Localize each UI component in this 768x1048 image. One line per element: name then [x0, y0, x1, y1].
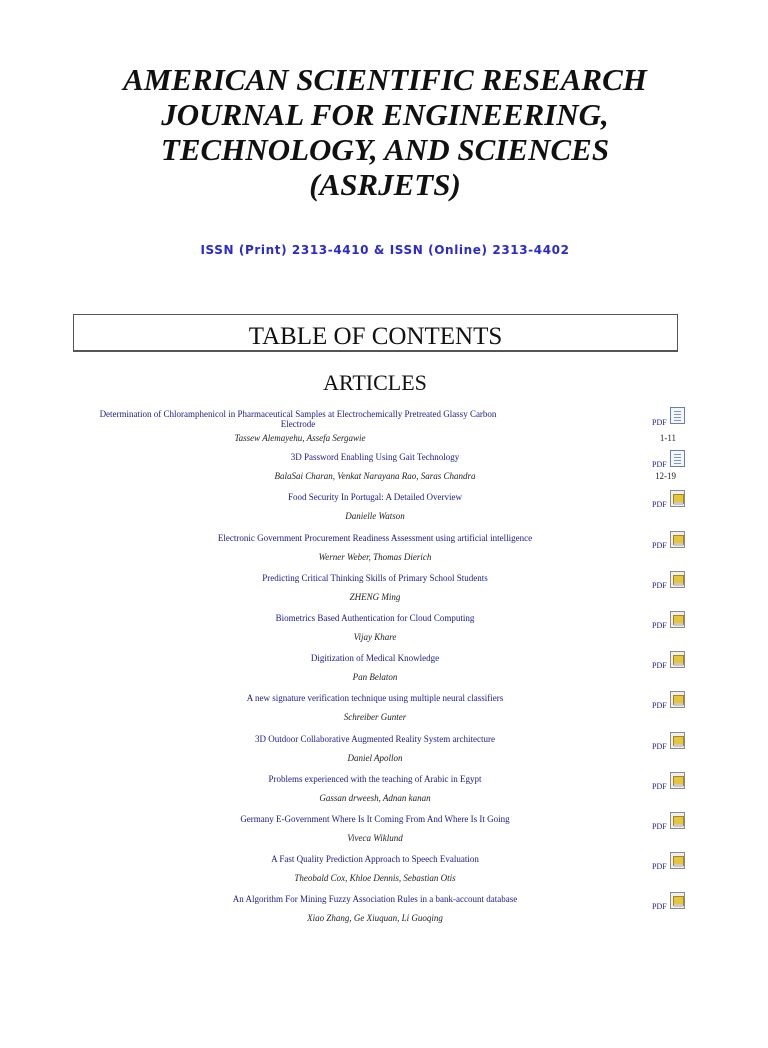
- article-title[interactable]: Problems experienced with the teaching of Arabic in Egypt: [268, 774, 482, 784]
- article-title[interactable]: Food Security In Portugal: A Detailed Overview: [288, 492, 462, 502]
- folder-icon[interactable]: [670, 611, 685, 628]
- article-entry: [90, 651, 690, 691]
- article-entry: [90, 812, 690, 852]
- article-title[interactable]: 3D Outdoor Collaborative Augmented Reality System architecture: [255, 734, 495, 744]
- article-authors: Pan Belaton: [352, 672, 398, 682]
- articles-heading: ARTICLES: [323, 370, 427, 395]
- article-title[interactable]: Biometrics Based Authentication for Cloud Computing: [275, 613, 475, 623]
- folder-icon[interactable]: [670, 531, 685, 548]
- article-entry: [90, 732, 690, 772]
- article-title[interactable]: An Algorithm For Mining Fuzzy Association Rules in a bank-account database: [232, 894, 518, 904]
- article-title[interactable]: A Fast Quality Prediction Approach to Speech Evaluation: [271, 854, 479, 864]
- article-title[interactable]: Digitization of Medical Knowledge: [310, 653, 440, 663]
- article-entry: [90, 407, 690, 447]
- folder-icon[interactable]: [670, 812, 685, 829]
- document-icon[interactable]: [670, 407, 685, 424]
- article-authors: Vijay Khare: [353, 632, 397, 642]
- article-authors: Daniel Apollon: [347, 753, 403, 763]
- article-authors: Werner Weber, Thomas Dierich: [318, 552, 432, 562]
- pdf-link[interactable]: PDF: [652, 902, 667, 911]
- pdf-link[interactable]: PDF: [652, 661, 667, 670]
- article-authors: Danielle Watson: [345, 511, 405, 521]
- article-entry: [90, 852, 690, 892]
- article-authors: ZHENG Ming: [349, 592, 401, 602]
- article-authors: Schreiber Gunter: [343, 712, 407, 722]
- folder-icon[interactable]: [670, 852, 685, 869]
- folder-icon[interactable]: [670, 772, 685, 789]
- pdf-link[interactable]: PDF: [652, 862, 667, 871]
- page-range: 12-19: [655, 471, 676, 481]
- article-authors: Xiao Zhang, Ge Xiuquan, Li Guoqing: [307, 913, 443, 923]
- article-entry: [90, 490, 690, 530]
- folder-icon[interactable]: [670, 490, 685, 507]
- journal-title: AMERICAN SCIENTIFIC RESEARCH JOURNAL FOR ENGINEERING, TECHNOLOGY, AND SCIENCES (ASRJETS): [123, 62, 647, 202]
- pdf-link[interactable]: PDF: [652, 541, 667, 550]
- article-title[interactable]: Predicting Critical Thinking Skills of Primary School Students: [262, 573, 488, 583]
- page-range: 1-11: [659, 433, 676, 443]
- table-of-contents-heading: TABLE OF CONTENTS: [73, 314, 678, 352]
- article-authors: Tassew Alemayehu, Assefa Sergawie: [234, 433, 366, 443]
- pdf-link[interactable]: PDF: [652, 822, 667, 831]
- article-authors: Viveca Wiklund: [347, 833, 403, 843]
- folder-icon[interactable]: [670, 892, 685, 909]
- pdf-link[interactable]: PDF: [652, 742, 667, 751]
- folder-icon[interactable]: [670, 571, 685, 588]
- article-entry: [90, 772, 690, 812]
- pdf-link[interactable]: PDF: [652, 701, 667, 710]
- article-title[interactable]: Electronic Government Procurement Readiness Assessment using artificial intelligence: [217, 533, 533, 543]
- pdf-link[interactable]: PDF: [652, 500, 667, 509]
- article-authors: Theobald Cox, Khloe Dennis, Sebastian Otis: [294, 873, 456, 883]
- article-title[interactable]: A new signature verification technique using multiple neural classifiers: [246, 693, 504, 703]
- article-entry: [90, 611, 690, 651]
- pdf-link[interactable]: PDF: [652, 782, 667, 791]
- article-entry: [90, 691, 690, 731]
- article-authors: BalaSai Charan, Venkat Narayana Rao, Saras Chandra: [274, 471, 476, 481]
- article-title[interactable]: 3D Password Enabling Using Gait Technology: [290, 452, 460, 462]
- article-entry: [90, 571, 690, 611]
- article-entry: [90, 892, 690, 932]
- article-authors: Gassan drweesh, Adnan kanan: [319, 793, 431, 803]
- article-title[interactable]: Germany E-Government Where Is It Coming From And Where Is It Going: [240, 814, 510, 824]
- folder-icon[interactable]: [670, 691, 685, 708]
- pdf-link[interactable]: PDF: [652, 621, 667, 630]
- pdf-link[interactable]: PDF: [652, 460, 667, 469]
- issn-line: ISSN (Print) 2313-4410 & ISSN (Online) 2313-4402: [200, 243, 570, 257]
- folder-icon[interactable]: [670, 651, 685, 668]
- article-entry: [90, 531, 690, 571]
- pdf-link[interactable]: PDF: [652, 418, 667, 427]
- article-title[interactable]: Determination of Chloramphenicol in Pharmaceutical Samples at Electrochemically Pretreated Glassy Carbon Electrode: [99, 409, 497, 429]
- pdf-link[interactable]: PDF: [652, 581, 667, 590]
- document-icon[interactable]: [670, 450, 685, 467]
- article-entry: [90, 450, 690, 490]
- folder-icon[interactable]: [670, 732, 685, 749]
